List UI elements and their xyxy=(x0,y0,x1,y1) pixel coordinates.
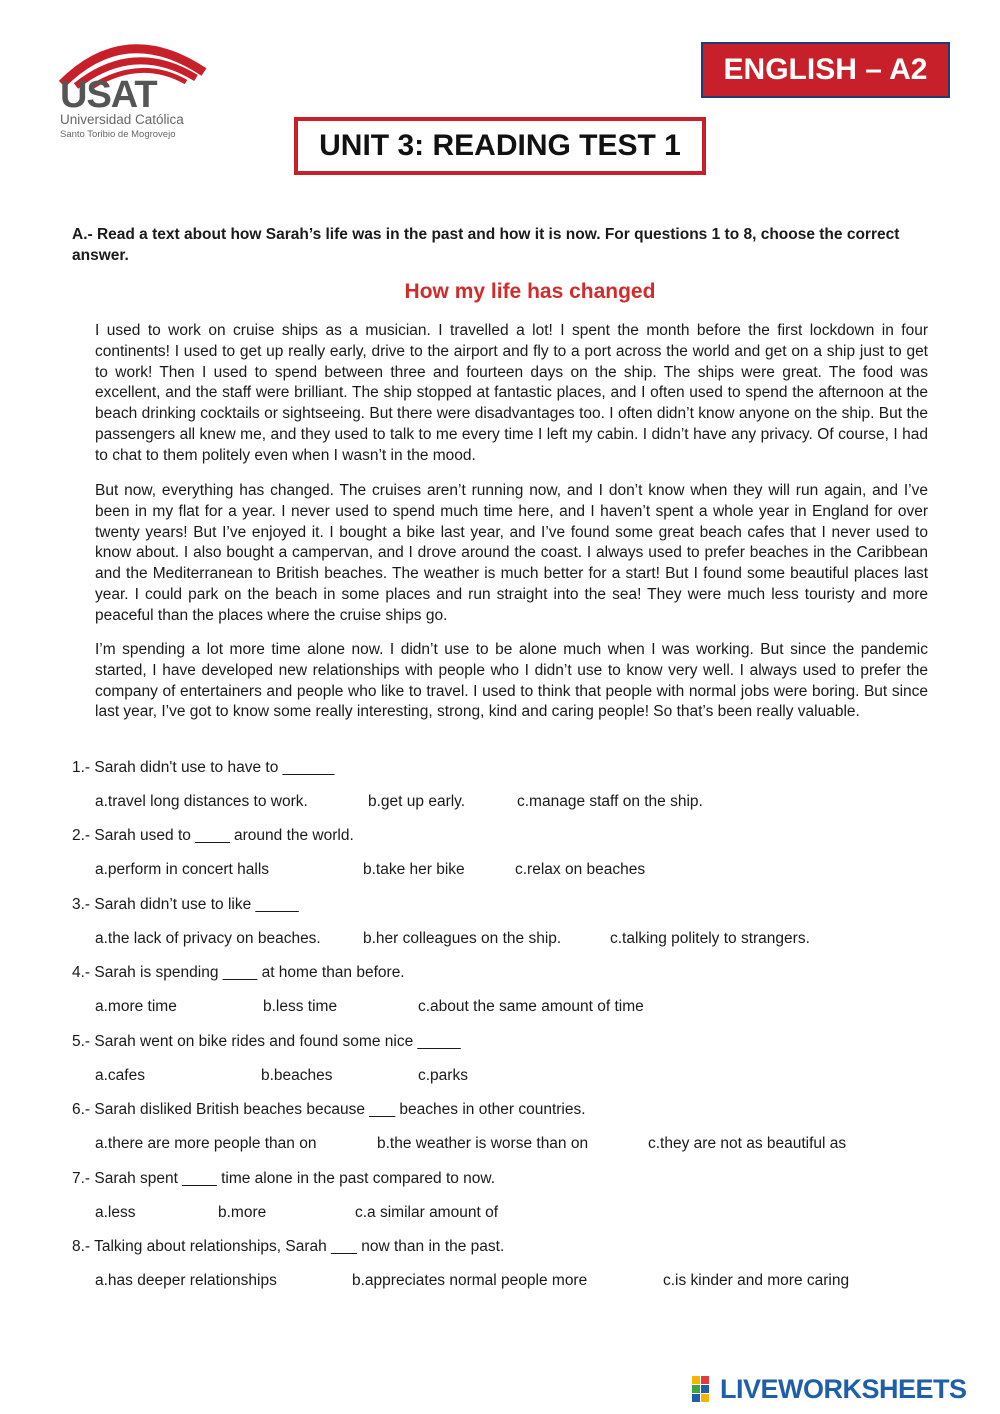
reading-paragraph: I’m spending a lot more time alone now. I didn’t use to be alone much when I was working. But since the pandemic started, I have developed new relationships with people who I didn’t use to know very well. I always used to prefer the company of entertainers and people who like to travel. I used to think that people with normal jobs were boring. But since last year, I’ve got to know some really interesting, strong, kind and caring people! So that’s been really valuable. xyxy=(95,641,928,721)
liveworksheets-wordmark: LIVEWORKSHEETS xyxy=(720,1373,967,1404)
question-4-option-b[interactable]: b.less time xyxy=(263,998,338,1015)
question-7-option-c[interactable]: c.a similar amount of xyxy=(355,1204,498,1221)
question-1-option-a[interactable]: a.travel long distances to work. xyxy=(95,793,308,810)
question-4-option-a[interactable]: a.more time xyxy=(95,998,177,1015)
liveworksheets-brand xyxy=(692,1372,992,1406)
logo-text: USAT xyxy=(60,74,157,116)
reading-title: How my life has changed xyxy=(404,280,656,303)
question-8-option-a[interactable]: a.has deeper relationships xyxy=(95,1272,277,1289)
question-8: 8.- Talking about relationships, Sarah ___ now than in the past. xyxy=(72,1238,505,1255)
question-3-option-a[interactable]: a.the lack of privacy on beaches. xyxy=(95,930,321,947)
question-7-option-b[interactable]: b.more xyxy=(218,1204,267,1221)
reading-paragraph: I used to work on cruise ships as a musician. I travelled a lot! I spent the month before the first lockdown in four continents! I used to get up really early, drive to the airport and fly to a port across the world and get on a ship just to get to work! Then I used to spend between three and fourteen days on the ship. The ships were great. The food was excellent, and the staff were brilliant. The ship stopped at fantastic places, and I often used to spend the afternoon at the beach drinking cocktails or sightseeing. But there were disadvantages too. I often didn’t know anyone on the ship. But the passengers all knew me, and they used to talk to me every time I left my cabin. I didn’t have any privacy. Of course, I had to chat to them politely even when I wasn’t in the mood. xyxy=(95,322,928,464)
reading-paragraph: But now, everything has changed. The cruises aren’t running now, and I don’t know when they will run again, and I’ve been in my flat for a year. I never used to spend much time here, and I haven’t spent a whole year in England for over twenty years! But I’ve enjoyed it. I bought a bike last year, and I’ve found some great beach cafes that I never used to know about. I also bought a campervan, and I drove around the coast. I always used to prefer beaches in the Caribbean and the Mediterranean to British beaches. The weather is much better for a start! But I found some beautiful places last year. I could park on the beach in some places and run straight into the sea! They were much less touristy and more peaceful than the places where the cruise ships go. xyxy=(95,482,928,624)
question-3-option-c[interactable]: c.talking politely to strangers. xyxy=(610,930,810,947)
question-4: 4.- Sarah is spending ____ at home than before. xyxy=(72,964,405,981)
page-title: UNIT 3: READING TEST 1 xyxy=(294,117,706,175)
question-2-option-a[interactable]: a.perform in concert halls xyxy=(95,861,270,878)
question-5-option-a[interactable]: a.cafes xyxy=(95,1067,145,1084)
instructions: A.- Read a text about how Sarah’s life was in the past and how it is now. For questions 1 to 8, choose the correct answer. xyxy=(72,226,900,264)
level-badge: ENGLISH – A2 xyxy=(701,42,950,98)
question-6-option-a[interactable]: a.there are more people than on xyxy=(95,1135,317,1152)
question-6: 6.- Sarah disliked British beaches because ___ beaches in other countries. xyxy=(72,1101,586,1118)
question-1-option-b[interactable]: b.get up early. xyxy=(368,793,466,810)
question-6-option-b[interactable]: b.the weather is worse than on xyxy=(377,1135,589,1152)
usat-logo xyxy=(56,32,216,142)
question-1-option-c[interactable]: c.manage staff on the ship. xyxy=(517,793,703,810)
question-5: 5.- Sarah went on bike rides and found some nice _____ xyxy=(72,1033,461,1050)
question-7: 7.- Sarah spent ____ time alone in the past compared to now. xyxy=(72,1170,496,1187)
question-6-option-c[interactable]: c.they are not as beautiful as xyxy=(648,1135,847,1152)
question-2-option-c[interactable]: c.relax on beaches xyxy=(515,861,646,878)
question-2-option-b[interactable]: b.take her bike xyxy=(363,861,465,878)
question-5-option-c[interactable]: c.parks xyxy=(418,1067,468,1084)
question-8-option-c[interactable]: c.is kinder and more caring xyxy=(663,1272,850,1289)
question-4-option-c[interactable]: c.about the same amount of time xyxy=(418,998,644,1015)
question-3-option-b[interactable]: b.her colleagues on the ship. xyxy=(363,930,562,947)
question-5-option-b[interactable]: b.beaches xyxy=(261,1067,333,1084)
logo-line-2: Santo Toribio de Mogrovejo xyxy=(60,129,176,140)
question-3: 3.- Sarah didn’t use to like _____ xyxy=(72,896,299,913)
question-7-option-a[interactable]: a.less xyxy=(95,1204,136,1221)
question-1: 1.- Sarah didn't use to have to ______ xyxy=(72,759,335,776)
liveworksheets-logo-icon xyxy=(692,1376,718,1402)
question-8-option-b[interactable]: b.appreciates normal people more xyxy=(352,1272,588,1289)
question-2: 2.- Sarah used to ____ around the world. xyxy=(72,827,354,844)
logo-line-1: Universidad Católica xyxy=(60,112,184,127)
